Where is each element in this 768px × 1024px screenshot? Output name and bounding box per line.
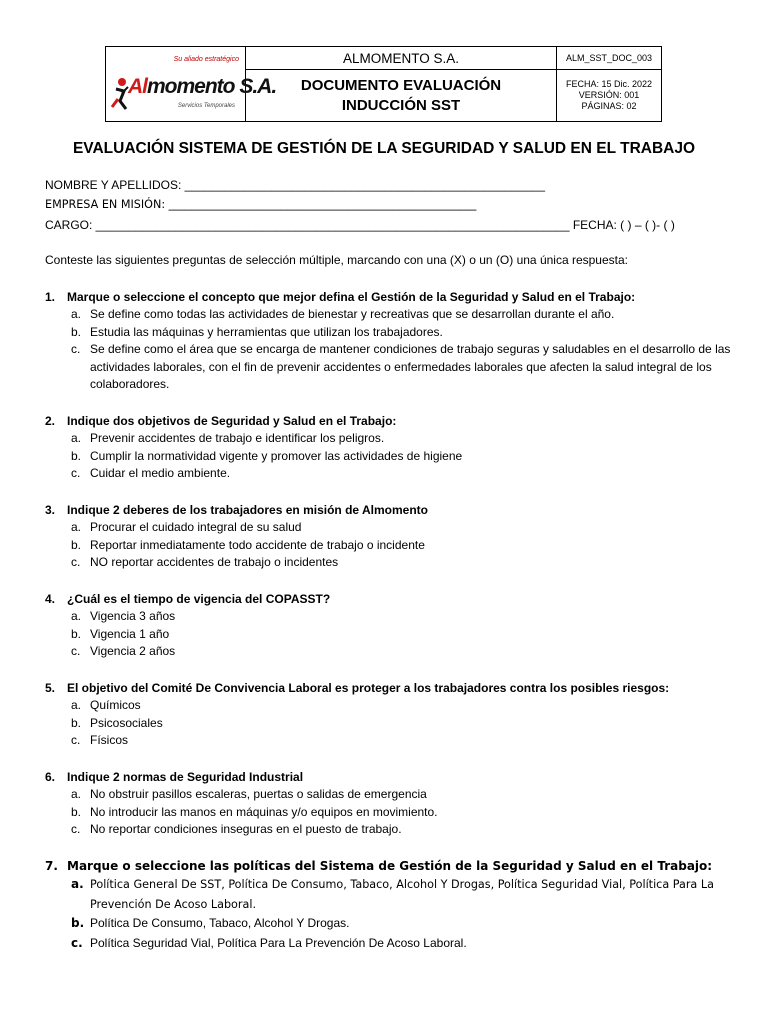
answer-option[interactable]: [45, 554, 735, 572]
option-letter: b.: [71, 715, 82, 730]
option-letter: a.: [71, 431, 82, 445]
question-text: [45, 502, 735, 519]
question-label: Indique 2 deberes de los trabajadores en misión de Almomento: [67, 503, 428, 517]
answer-option[interactable]: [45, 934, 735, 954]
question-text: [45, 680, 735, 697]
question-label: Indique dos objetivos de Seguridad y Salud en el Trabajo:: [67, 414, 397, 428]
option-text: No introducir las manos en máquinas y/o equipos en movimiento.: [90, 804, 438, 819]
option-letter: b.: [71, 626, 82, 641]
option-letter: b.: [71, 804, 82, 819]
question-text: [45, 591, 735, 608]
option-letter: a.: [71, 877, 84, 891]
answer-option[interactable]: [45, 448, 735, 466]
question-text: [45, 413, 735, 430]
answer-option[interactable]: [45, 875, 735, 914]
answer-option[interactable]: [45, 697, 735, 715]
logo-wordmark: Almomento S.A.: [128, 75, 277, 98]
document-date: FECHA: 15 Dic. 2022: [565, 79, 653, 89]
option-letter: a.: [71, 307, 82, 321]
question-text: [45, 289, 735, 306]
answer-option[interactable]: [45, 914, 735, 934]
option-text: Cumplir la normatividad vigente y promover las actividades de higiene: [90, 448, 463, 463]
option-letter: c.: [71, 822, 81, 837]
answer-option[interactable]: [45, 626, 735, 644]
answer-option[interactable]: [45, 465, 735, 483]
option-letter: b.: [71, 324, 82, 339]
question-2: [45, 413, 735, 483]
option-text: Psicosociales: [90, 715, 163, 730]
option-text: Política General De SST, Política De Consumo, Tabaco, Alcohol Y Drogas, Política Seguridad Vial, Política Para La Prevención De Acoso Laboral.: [90, 878, 714, 911]
option-text: Política Seguridad Vial, Política Para La Prevención De Acoso Laboral.: [90, 935, 467, 950]
option-text: Prevenir accidentes de trabajo e identificar los peligros.: [90, 431, 385, 445]
document-meta: [557, 70, 662, 122]
question-3: [45, 502, 735, 572]
option-letter: b.: [71, 916, 85, 930]
question-4: [45, 591, 735, 661]
option-letter: a.: [71, 609, 82, 623]
option-text: Vigencia 1 año: [90, 626, 170, 641]
option-letter: c.: [71, 555, 81, 570]
option-text: Vigencia 2 años: [90, 644, 176, 659]
question-number: 6.: [45, 770, 56, 784]
answer-option[interactable]: [45, 608, 735, 626]
option-letter: c.: [71, 733, 81, 748]
question-number: 5.: [45, 681, 56, 695]
option-letter: c.: [71, 342, 81, 357]
answer-option[interactable]: [45, 804, 735, 822]
question-number: 4.: [45, 592, 56, 606]
answer-option[interactable]: [45, 430, 735, 448]
question-number: 3.: [45, 503, 56, 517]
question-5: [45, 680, 735, 750]
option-text: Químicos: [90, 698, 141, 712]
position-date-field[interactable]: CARGO: _______________________________________________________________________ FECHA: ( ) – ( )- ( ): [45, 218, 675, 232]
company-logo: [106, 47, 277, 122]
option-text: Se define como el área que se encarga de mantener condiciones de trabajo seguras y saludables en el desarrollo de las actividades laborales, con el fin de prevenir accidentes o enfermedades laborales que afecten la salud integral de los colaboradores.: [90, 342, 731, 392]
question-number: 2.: [45, 414, 56, 428]
option-text: Físicos: [90, 733, 129, 748]
document-version: VERSIÓN: 001: [578, 90, 640, 100]
option-letter: b.: [71, 448, 82, 463]
question-label: ¿Cuál es el tiempo de vigencia del COPASST?: [67, 592, 331, 606]
question-number: 7.: [45, 859, 58, 873]
option-text: Reportar inmediatamente todo accidente de trabajo o incidente: [90, 537, 425, 552]
document-code: ALM_SST_DOC_003: [557, 47, 662, 70]
answer-option[interactable]: [45, 341, 735, 394]
document-header: [105, 46, 662, 122]
answer-option[interactable]: [45, 324, 735, 342]
option-text: No reportar condiciones inseguras en el puesto de trabajo.: [90, 822, 402, 837]
option-letter: a.: [71, 698, 82, 712]
answer-option[interactable]: [45, 786, 735, 804]
option-text: Estudia las máquinas y herramientas que utilizan los trabajadores.: [90, 324, 443, 339]
company-field[interactable]: EMPRESA EN MISIÓN: _______________________________________________________: [45, 198, 477, 211]
option-text: No obstruir pasillos escaleras, puertas o salidas de emergencia: [90, 787, 427, 801]
question-7: [45, 858, 735, 953]
answer-option[interactable]: [45, 306, 735, 324]
option-text: Política De Consumo, Tabaco, Alcohol Y Drogas.: [90, 916, 350, 930]
answer-option[interactable]: [45, 519, 735, 537]
option-text: Se define como todas las actividades de bienestar y recreativas que se desarrollan durante el año.: [90, 307, 615, 321]
answer-option[interactable]: [45, 537, 735, 555]
question-label: Marque o seleccione las políticas del Sistema de Gestión de la Seguridad y Salud en el Trabajo:: [67, 859, 713, 873]
question-text: [45, 769, 735, 786]
question-label: Indique 2 normas de Seguridad Industrial: [67, 770, 304, 784]
document-title: DOCUMENTO EVALUACIÓN INDUCCIÓN SST: [246, 70, 557, 122]
option-letter: c.: [71, 644, 81, 659]
option-text: NO reportar accidentes de trabajo o incidentes: [90, 555, 339, 570]
question-label: Marque o seleccione el concepto que mejor defina el Gestión de la Seguridad y Salud en el Trabajo:: [67, 290, 636, 304]
option-letter: b.: [71, 537, 82, 552]
answer-option[interactable]: [45, 732, 735, 750]
question-6: [45, 769, 735, 839]
logo-subtitle: Servicios Temporales: [177, 103, 235, 109]
option-text: Procurar el cuidado integral de su salud: [90, 520, 302, 534]
question-1: [45, 289, 735, 394]
document-pages: PÁGINAS: 02: [581, 101, 637, 111]
option-letter: a.: [71, 787, 82, 801]
answer-option[interactable]: [45, 715, 735, 733]
name-field[interactable]: NOMBRE Y APELLIDOS: ______________________________________________________: [45, 178, 545, 192]
option-letter: c.: [71, 466, 81, 481]
logo-tagline: Su aliado estratégico: [173, 56, 239, 63]
option-letter: a.: [71, 520, 82, 534]
question-number: 1.: [45, 290, 56, 304]
option-letter: c.: [71, 935, 83, 950]
company-name: ALMOMENTO S.A.: [246, 47, 557, 70]
answer-option[interactable]: [45, 821, 735, 839]
page-title: EVALUACIÓN SISTEMA DE GESTIÓN DE LA SEGURIDAD Y SALUD EN EL TRABAJO: [72, 140, 696, 157]
instructions: Conteste las siguientes preguntas de selección múltiple, marcando con una (X) o un (O) una única respuesta:: [45, 253, 628, 267]
option-text: Cuidar el medio ambiente.: [90, 466, 231, 481]
option-text: Vigencia 3 años: [90, 609, 176, 623]
question-text: [45, 858, 735, 875]
question-label: El objetivo del Comité De Convivencia Laboral es proteger a los trabajadores contra los posibles riesgos:: [67, 681, 670, 695]
answer-option[interactable]: [45, 643, 735, 661]
runner-icon: [108, 77, 130, 117]
